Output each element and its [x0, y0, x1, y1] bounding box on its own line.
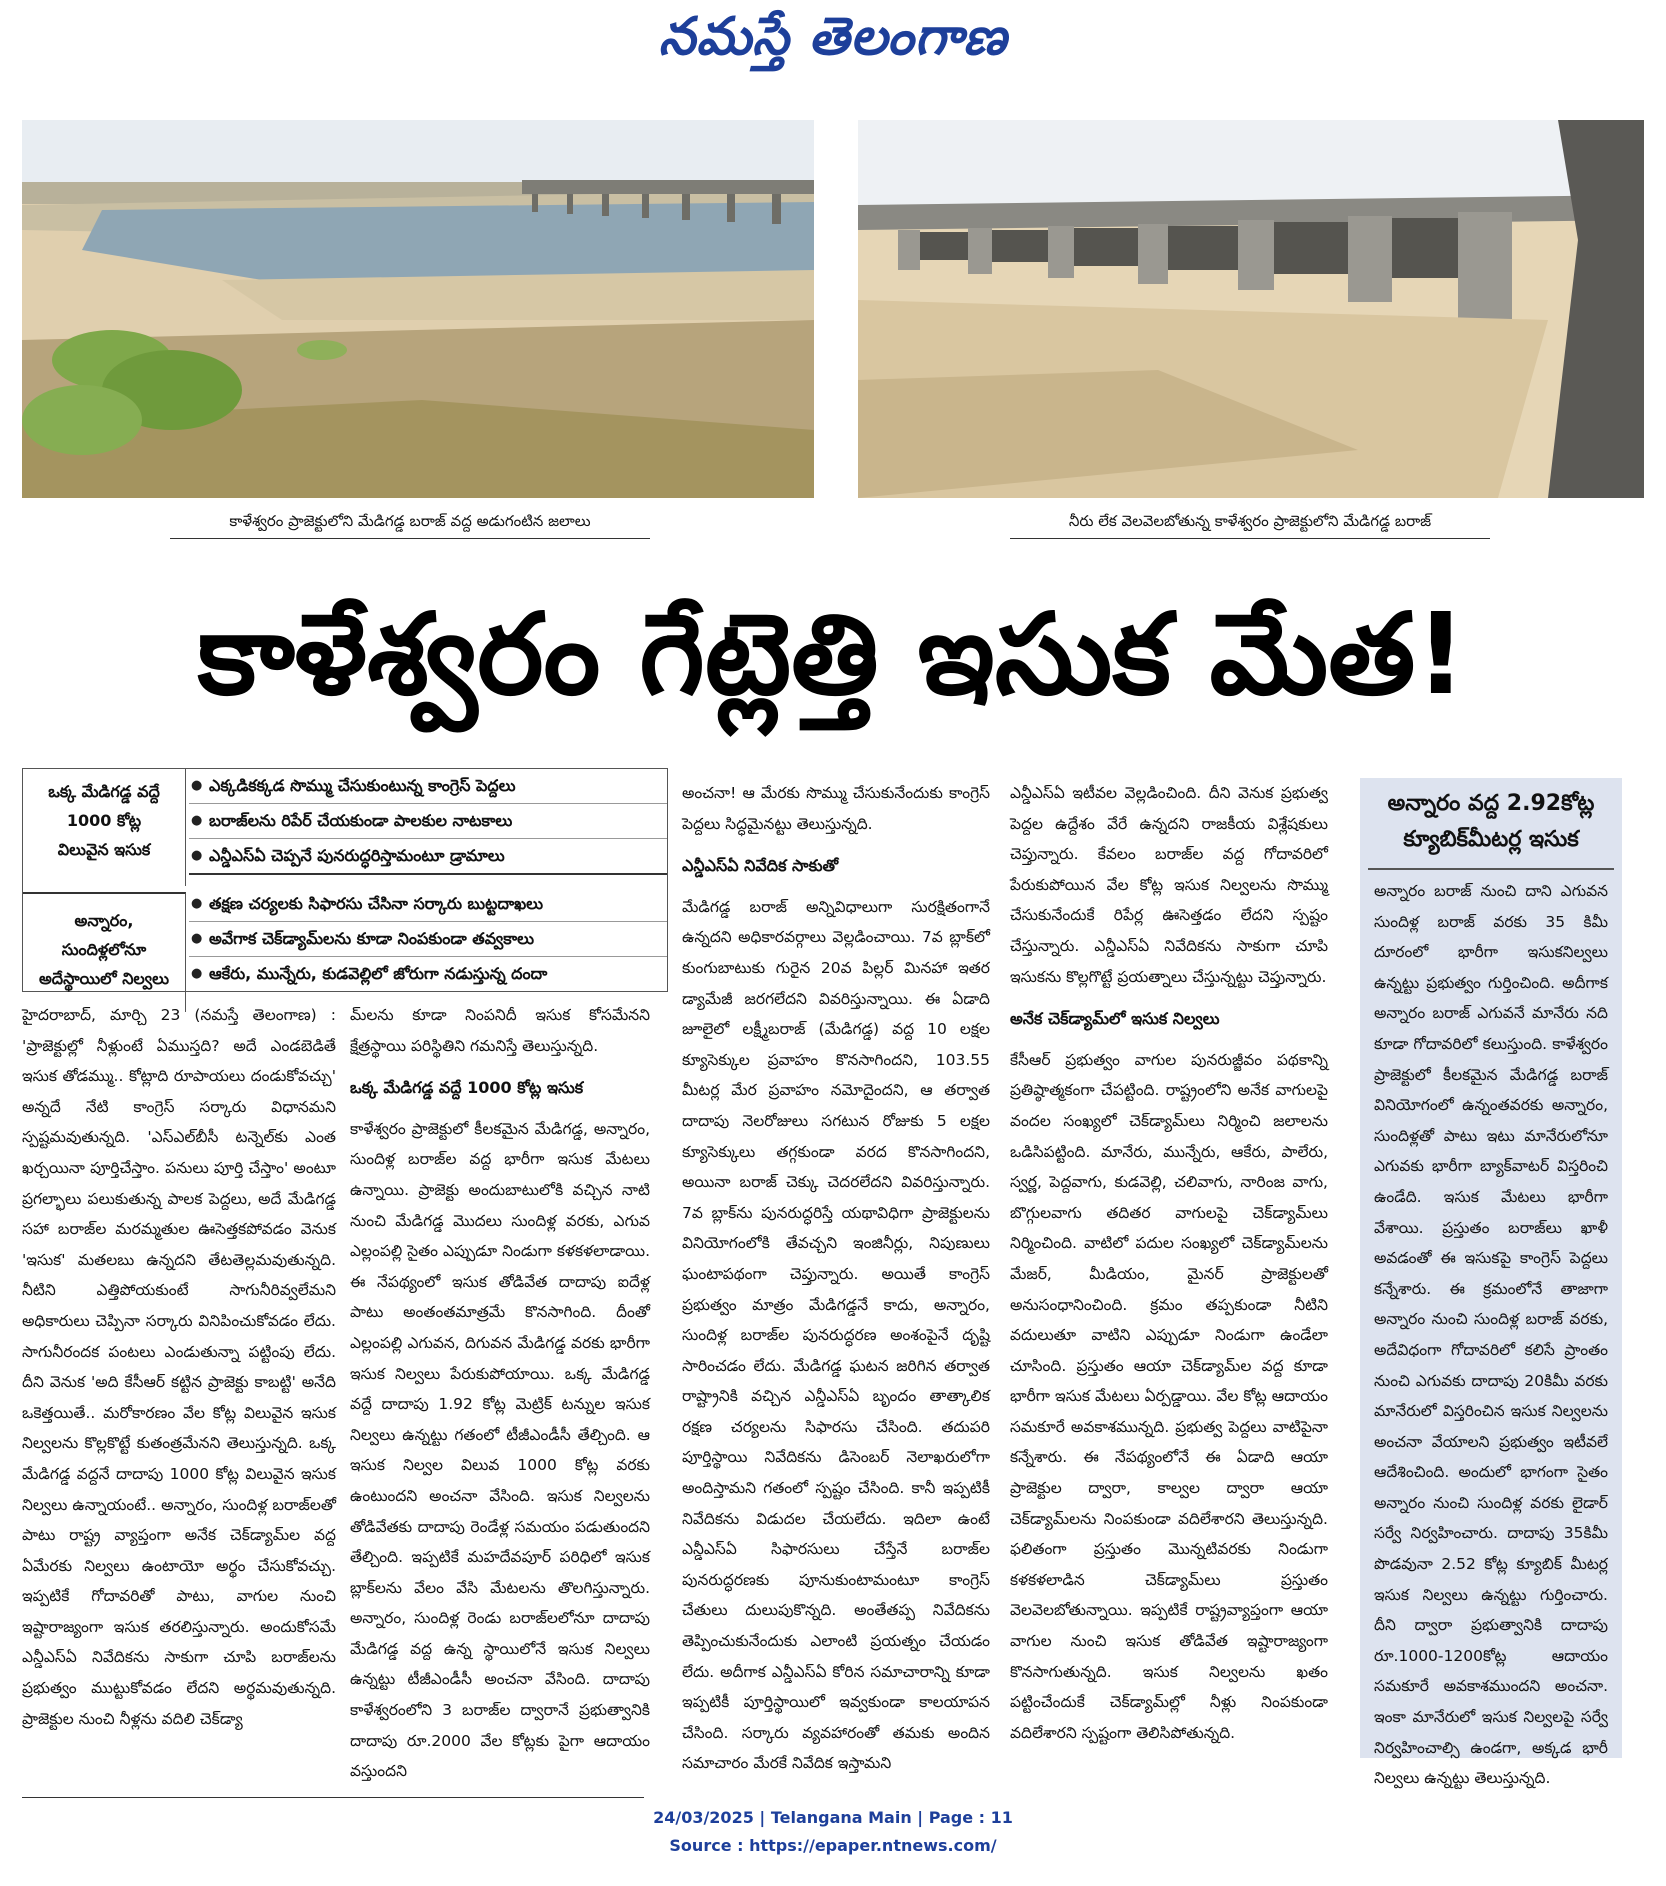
article-column-1 — [22, 1000, 336, 1790]
bullet-item: ● ఎన్డీఎస్ఏ చెప్పనే పునరుద్ధరిస్తామంటూ డ్రామాలు — [189, 839, 667, 875]
subheading: ఒక్క మేడిగడ్డ వద్దే 1000 కోట్ల ఇసుక — [350, 1078, 584, 1098]
article-paragraph: హైదరాబాద్, మార్చి 23 (నమస్తే తెలంగాణ) : 'ప్రాజెక్టుల్లో నీళ్లుంటే ఏముస్తది? అదే ఎండబెడితే ఇసుక తోడమ్ము.. కోట్లాది రూపాయలు దండుకోవచ్చు' అన్నదే నేటి కాంగ్రెస్ సర్కారు విధానమని స్పష్టమవుతున్నది. 'ఎస్ఎల్‌బీసీ టన్నెల్‌కు ఎంత ఖర్చయినా పూర్తిచేస్తాం. పనులు పూర్తి చేస్తాం' అంటూ ప్రగల్భాలు పలుకుతున్న పాలక పెద్దలు, అదే మేడిగడ్డ సహా బరాజ్‌ల మరమ్మతుల ఊసెత్తకపోవడం వెనుక 'ఇసుక' మతలబు ఉన్నదని తేటతెల్లమవుతున్నది. నీటిని ఎత్తిపోయకుంటే సాగునీరివ్వలేమని అధికారులు చెప్పినా సర్కారు వినిపించుకోవడం లేదు. సాగునీరందక పంటలు ఎండుతున్నా పట్టింపు లేదు. దీని వెనుక 'అది కేసీఆర్ కట్టిన ప్రాజెక్టు కాబట్టి' అనేది ఒకెత్తయితే.. మరోకారణం వేల కోట్ల విలువైన ఇసుక నిల్వలను కొల్లకొట్టే కుతంత్రమేనని తెలుస్తున్నది. ఒక్క మేడిగడ్డ వద్దనే దాదాపు 1000 కోట్ల విలువైన ఇసుక నిల్వలు ఉన్నాయంటే.. అన్నారం, సుందిళ్ల బరాజ్‌లతో పాటు రాష్ట్ర వ్యాప్తంగా అనేక చెక్‌డ్యామ్‌ల వద్ద ఏమేరకు నిల్వలు ఉంటాయో అర్థం చేసుకోవచ్చు. ఇప్పటికే గోదావరితో పాటు, వాగుల నుంచి ఇష్టారాజ్యంగా ఇసుక తరలిస్తున్నారు. అందుకోసమే ఎన్డీఎస్ఏ నివేదికను సాకుగా చూపి బరాజ్‌లను ప్రభుత్వం ముట్టుకోవడం లేదని అర్థమవుతున్నది. ప్రాజెక్టుల నుంచి నీళ్లను వదిలి చెక్‌డ్యా — [22, 1006, 336, 1728]
photo-left-barrage-water — [22, 120, 814, 498]
sidebar-box — [1360, 778, 1622, 1788]
footer-source-link[interactable]: Source : https://epaper.ntnews.com/ — [669, 1836, 997, 1855]
sidebar-title: అన్నారం వద్ద 2.92కోట్ల క్యూబిక్‌మీటర్ల ఇసుక — [1368, 778, 1614, 870]
bullet-item: ● తక్షణ చర్యలకు సిఫారసు చేసినా సర్కారు బుట్టదాఖలు — [189, 887, 667, 922]
article-column-2 — [350, 1000, 650, 1790]
bullet-item: ● బరాజ్‌లను రిపేర్ చేయకుండా పాలకుల నాటకాలు — [189, 804, 667, 839]
photo-right-dry-barrage — [858, 120, 1644, 498]
footer-divider — [22, 1797, 644, 1798]
article-paragraph: మేడిగడ్డ బరాజ్ అన్నివిధాలుగా సురక్షితంగానే ఉన్నదని అధికారవర్గాలు వెల్లడించాయి. 7వ బ్లాక్‌లో కుంగుబాటుకు గురైన 20వ పిల్లర్ మినహా ఇతర డ్యామేజీ జరగలేదని వివరిస్తున్నాయి. ఈ ఏడాది జూలైలో లక్ష్మీబరాజ్ (మేడిగడ్డ) వద్ద 10 లక్షల క్యూసెక్కుల ప్రవాహం కొనసాగిందని, 103.55 మీటర్ల మేర ప్రవాహం నమోదైందని, ఆ తర్వాత దాదాపు నెలరోజులు సగటున రోజుకు 5 లక్షల క్యూసెక్కులు తగ్గకుండా వరద కొనసాగిందని, అయినా బరాజ్ చెక్కు చెదరలేదని వివరిస్తున్నారు. 7వ బ్లాక్‌ను పునరుద్ధరిస్తే యథావిధిగా ప్రాజెక్టులను వినియోగంలోకి తేవచ్చని ఇంజినీర్లు, నిపుణులు ఘంటాపథంగా చెప్తున్నారు. అయితే కాంగ్రెస్ ప్రభుత్వం మాత్రం మేడిగడ్డనే కాదు, అన్నారం, సుందిళ్ల బరాజ్‌ల పునరుద్ధరణ అంశంపైనే దృష్టి సారించడం లేదు. మేడిగడ్డ ఘటన జరిగిన తర్వాత రాష్ట్రానికి వచ్చిన ఎన్డీఎస్ఏ బృందం తాత్కాలిక రక్షణ చర్యలను సిఫారసు చేసింది. తదుపరి పూర్తిస్థాయి నివేదికను డిసెంబర్ నెలాఖరులోగా అందిస్తామని గతంలో స్పష్టం చేసింది. కానీ ఇప్పటికీ నివేదికను విడుదల చేయలేదు. ఇదిలా ఉంటే ఎన్డీఎస్ఏ సిఫారసులు చేస్తేనే బరాజ్‌ల పునరుద్ధరణకు పూనుకుంటామంటూ కాంగ్రెస్ చేతులు దులుపుకొన్నది. అంతేతప్ప నివేదికను తెప్పించుకునేందుకు ఎలాంటి ప్రయత్నం చేయడం లేదు. అదీగాక ఎన్డీఎస్ఏ కోరిన సమాచారాన్ని కూడా ఇప్పటికీ పూర్తిస్థాయిలో ఇవ్వకుండా కాలయాపన చేసింది. సర్కారు వ్యవహారంతో తమకు అందిన సమాచారం మేరకే నివేదిక ఇస్తామని — [682, 897, 990, 1773]
key-points-box — [22, 768, 668, 992]
article-paragraph: కేసీఆర్ ప్రభుత్వం వాగుల పునరుజ్జీవం పథకాన్ని ప్రతిష్ఠాత్మకంగా చేపట్టింది. రాష్ట్రంలోని అనేక వాగులపై వందల సంఖ్యలో చెక్‌డ్యామ్‌లు నిర్మించి జలాలను ఒడిసిపట్టింది. మానేరు, మున్నేరు, ఆకేరు, పాలేరు, స్వర్ణ, పెద్దవాగు, కుడవెల్లి, చలివాగు, నారింజ వాగు, బొగ్గులవాగు తదితర వాగులపై చెక్‌డ్యామ్‌లు నిర్మించింది. వాటిలో పదుల సంఖ్యలో చెక్‌డ్యామ్‌లను మేజర్, మీడియం, మైనర్ ప్రాజెక్టులతో అనుసంధానించింది. క్రమం తప్పకుండా నీటిని వదులుతూ వాటిని ఎప్పుడూ నిండుగా ఉండేలా చూసింది. ప్రస్తుతం ఆయా చెక్‌డ్యామ్‌ల వద్ద కూడా భారీగా ఇసుక మేటలు ఏర్పడ్డాయి. వేల కోట్ల ఆదాయం సమకూరే అవకాశమున్నది. ప్రభుత్వ పెద్దలు వాటిపైనా కన్నేశారు. ఈ నేపథ్యంలోనే ఈ ఏడాది ఆయా ప్రాజెక్టుల ద్వారా, కాల్వల ద్వారా ఆయా చెక్‌డ్యామ్‌లను నింపకుండా వదిలేశారని తెలుస్తున్నది. ఫలితంగా ప్రస్తుతం మొన్నటివరకు నిండుగా కళకళలాడిన చెక్‌డ్యామ్‌లు ప్రస్తుతం వెలవెలబోతున్నాయి. ఇప్పటికే రాష్ట్రవ్యాప్తంగా ఆయా వాగుల నుంచి ఇసుక తోడివేత ఇష్టారాజ్యంగా కొనసాగుతున్నది. ఇసుక నిల్వలను ఖతం పట్టించేందుకే చెక్‌డ్యామ్‌ల్లో నీళ్లు నింపకుండా వదిలేశారని స్పష్టంగా తెలిసిపోతున్నది. — [1010, 1050, 1328, 1742]
bullet-item: ● ఎక్కడికక్కడ సొమ్ము చేసుకుంటున్న కాంగ్రెస్ పెద్దలు — [189, 769, 667, 804]
article-paragraph: కాళేశ్వరం ప్రాజెక్టులో కీలకమైన మేడిగడ్డ, అన్నారం, సుందిళ్ల బరాజ్‌ల వద్ద భారీగా ఇసుక మేటలు ఉన్నాయి. ప్రాజెక్టు అందుబాటులోకి వచ్చిన నాటి నుంచి మేడిగడ్డ మొదలు సుందిళ్ల వరకు, ఎగువ ఎల్లంపల్లి సైతం ఎప్పుడూ నిండుగా కళకళలాడాయి. ఈ నేపథ్యంలో ఇసుక తోడివేత దాదాపు ఐదేళ్ల పాటు అంతంతమాత్రమే కొనసాగింది. దీంతో ఎల్లంపల్లి ఎగువన, దిగువన మేడిగడ్డ వరకు భారీగా ఇసుక నిల్వలు పేరుకుపోయాయి. ఒక్క మేడిగడ్డ వద్దే దాదాపు 1.92 కోట్ల మెట్రిక్ టన్నుల ఇసుక నిల్వలు ఉన్నట్టు గతంలో టీజీఎండీసీ తేల్చింది. ఆ ఇసుక నిల్వల విలువ 1000 కోట్ల వరకు ఉంటుందని అంచనా వేసింది. ఇసుక నిల్వలను తోడివేతకు దాదాపు రెండేళ్ల సమయం పడుతుందని తేల్చింది. ఇప్పటికే మహదేవపూర్ పరిధిలో ఇసుక బ్లాక్‌లను వేలం వేసి మేటలను తొలగిస్తున్నారు. అన్నారం, సుందిళ్ల రెండు బరాజ్‌లలోనూ దాదాపు మేడిగడ్డ వద్ద ఉన్న స్థాయిలోనే ఇసుక నిల్వలు ఉన్నట్టు టీజీఎండీసీ అంచనా వేసింది. దాదాపు కాళేశ్వరంలోని 3 బరాజ్‌ల ద్వారానే ప్రభుత్వానికి దాదాపు రూ.2000 వేల కోట్లకు పైగా ఆదాయం వస్తుందని — [350, 1119, 650, 1781]
key-points-bullet-list — [189, 769, 667, 991]
bullet-item: ● ఆకేరు, మున్నేరు, కుడవెల్లిలో జోరుగా నడుస్తున్న దందా — [189, 957, 667, 991]
article-paragraph: ఎన్డీఎస్ఏ ఇటీవల వెల్లడించింది. దీని వెనుక ప్రభుత్వ పెద్దల ఉద్దేశం వేరే ఉన్నదని రాజకీయ విశ్లేషకులు చెప్తున్నారు. కేవలం బరాజ్‌ల వద్ద గోదావరిలో పేరుకుపోయిన వేల కోట్ల ఇసుక నిల్వలను సొమ్ము చేసుకునేందుకే రిపేర్ల ఊసెత్తడం లేదని స్పష్టం చేస్తున్నారు. ఎన్డీఎస్ఏ నివేదికను సాకుగా చూపి ఇసుకను కొల్లగొట్టే ప్రయత్నాలు చేస్తున్నట్టు చెప్తున్నారు. — [1010, 784, 1328, 986]
key-points-label-top: ఒక్క మేడిగడ్డ వద్దే 1000 కోట్ల విలువైన ఇసుక — [23, 769, 186, 886]
article-paragraph: మ్‌లను కూడా నింపనిదీ ఇసుక కోసమేనని క్షేత్రస్థాయి పరిస్థితిని గమనిస్తే తెలుస్తున్నది. — [350, 1006, 650, 1055]
article-column-4 — [1010, 778, 1328, 1790]
article-paragraph: అంచనా! ఆ మేరకు సొమ్ము చేసుకునేందుకు కాంగ్రెస్ పెద్దలు సిద్ధమైనట్టు తెలుస్తున్నది. — [682, 784, 990, 833]
masthead-logo: నమస్తే తెలంగాణ — [658, 6, 1008, 67]
footer-date-edition: 24/03/2025 | Telangana Main | Page : 11 — [653, 1808, 1013, 1827]
subheading: అనేక చెక్‌డ్యామ్‌లో ఇసుక నిల్వలు — [1010, 1009, 1220, 1029]
key-points-label-bottom: అన్నారం, సుందిళ్లలోనూ అదేస్థాయిలో నిల్వలు — [23, 892, 186, 1012]
photo-right-caption: నీరు లేక వెలవెలబోతున్న కాళేశ్వరం ప్రాజెక్టులోని మేడిగడ్డ బరాజ్ — [1010, 512, 1490, 539]
main-headline: కాళేశ్వరం గేట్లెత్తి ఇసుక మేత! — [197, 590, 1467, 720]
bullet-item: ● అవేగాక చెక్‌డ్యామ్‌లను కూడా నింపకుండా తవ్వకాలు — [189, 922, 667, 957]
photo-left-caption: కాళేశ్వరం ప్రాజెక్టులోని మేడిగడ్డ బరాజ్ వద్ద అడుగంటిన జలాలు — [170, 512, 650, 539]
article-column-3 — [682, 778, 990, 1790]
subheading: ఎన్డీఎస్ఏ నివేదిక సాకుతో — [682, 856, 839, 876]
sidebar-text: అన్నారం బరాజ్ నుంచి దాని ఎగువన సుందిళ్ల బరాజ్ వరకు 35 కిమీ దూరంలో భారీగా ఇసుకనిల్వలు ఉన్నట్టు ప్రభుత్వం గుర్తించింది. అదీగాక అన్నారం బరాజ్ ఎగువనే మానేరు నది కూడా గోదావరిలో కలుస్తుంది. కాళేశ్వరం ప్రాజెక్టులో కీలకమైన మేడిగడ్డ బరాజ్ వినియోగంలో ఉన్నంతవరకు అన్నారం, సుందిళ్లతో పాటు ఇటు మానేరులోనూ ఎగువకు భారీగా బ్యాక్‌వాటర్ విస్తరించి ఉండేది. ఇసుక మేటలు భారీగా వేశాయి. ప్రస్తుతం బరాజ్‌లు ఖాళీ అవడంతో ఈ ఇసుకపై కాంగ్రెస్ పెద్దలు కన్నేశారు. ఈ క్రమంలోనే తాజాగా అన్నారం నుంచి సుందిళ్ల బరాజ్ వరకు, అదేవిధంగా గోదావరిలో కలిసే ప్రాంతం నుంచి ఎగువకు దాదాపు 20కిమీ వరకు మానేరులో విస్తరించిన ఇసుక నిల్వలను అంచనా వేయాలని ప్రభుత్వం ఇటీవలే ఆదేశించింది. అందులో భాగంగా సైతం అన్నారం నుంచి సుందిళ్ల వరకు లైడార్ సర్వే నిర్వహించారు. దాదాపు 35కిమీ పొడవునా 2.52 కోట్ల క్యూబిక్ మీటర్ల ఇసుక నిల్వలు ఉన్నట్టు గుర్తించారు. దీని ద్వారా ప్రభుత్వానికి దాదాపు రూ.1000-1200కోట్ల ఆదాయం సమకూరే అవకాశముందని అంచనా. ఇంకా మానేరులో ఇసుక నిల్వలపై సర్వే నిర్వహించాల్సి ఉండగా, అక్కడ భారీ నిల్వలు ఉన్నట్టు తెలుస్తున్నది. — [1374, 882, 1608, 1788]
